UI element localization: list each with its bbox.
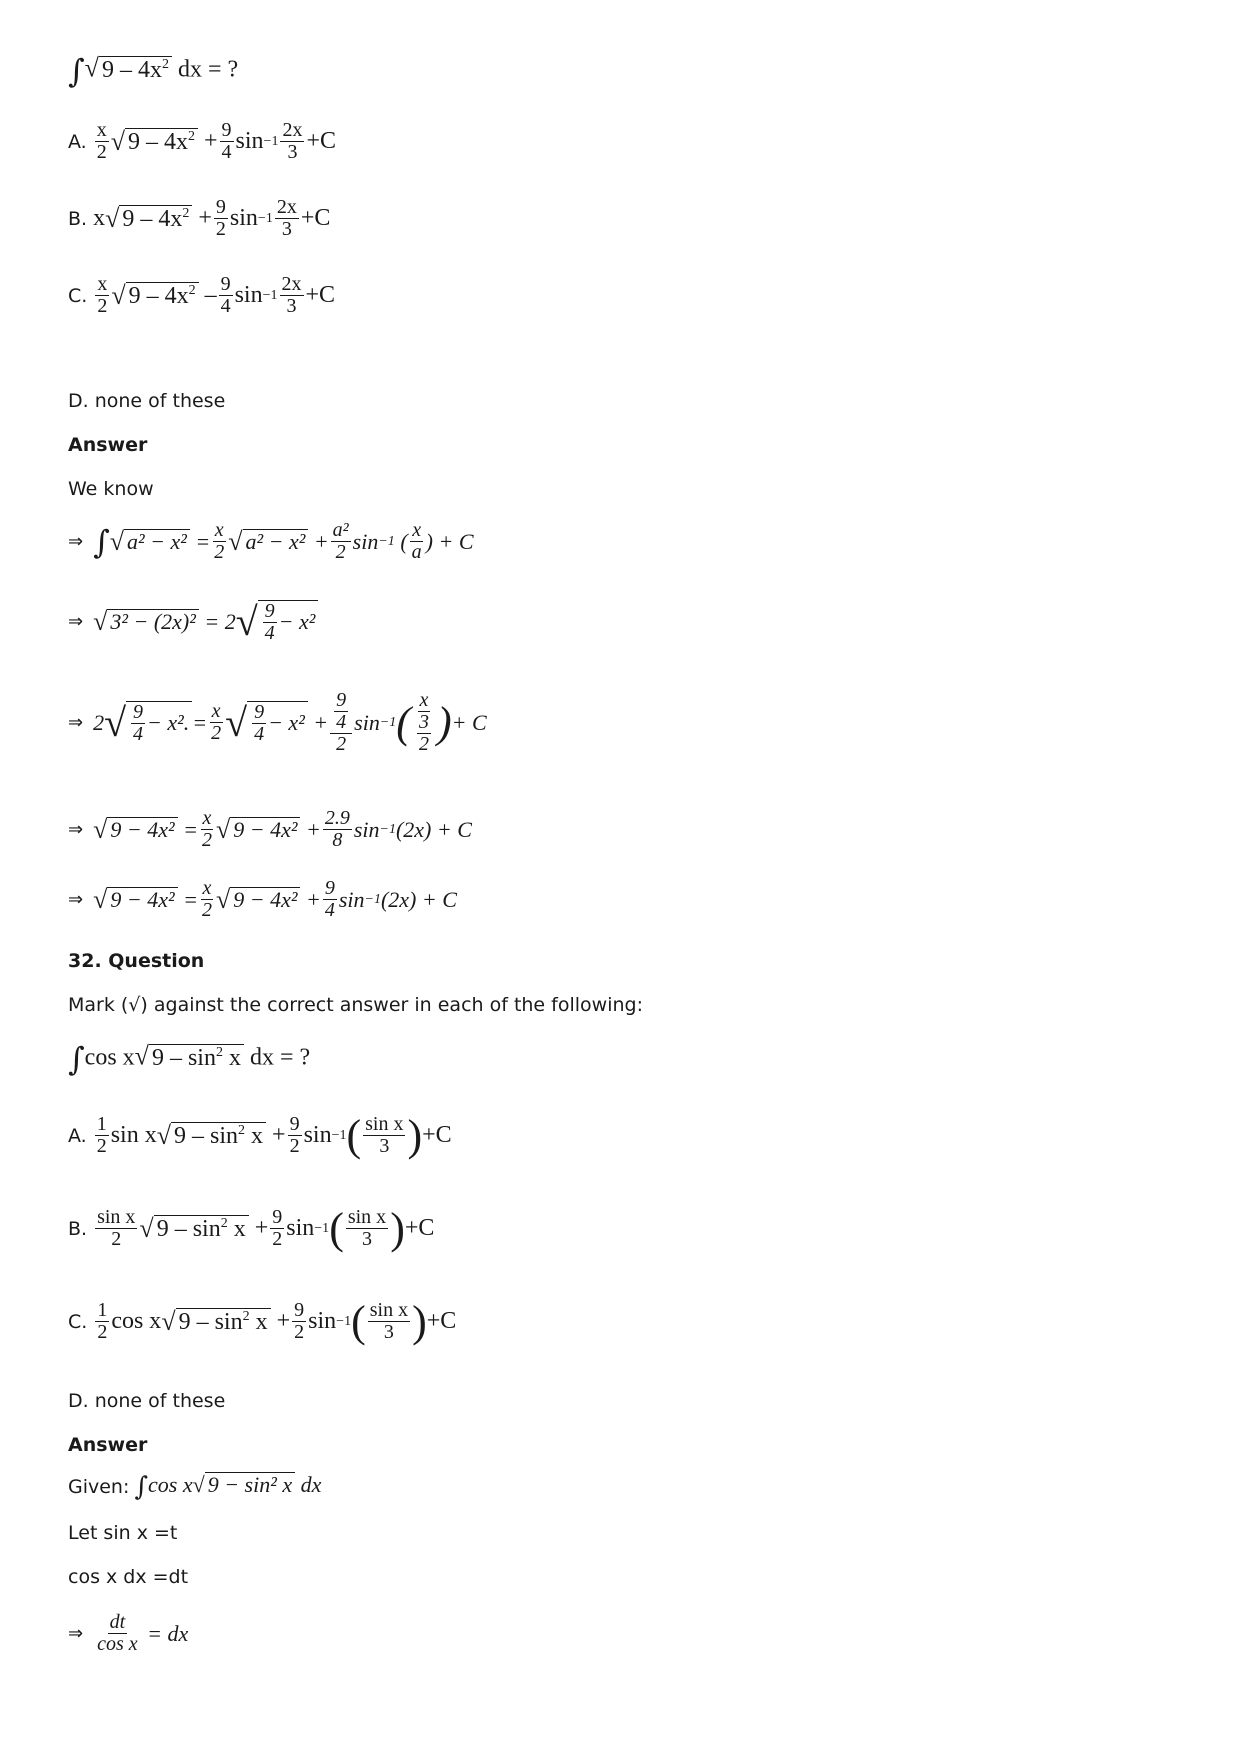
option-label: A. [68,130,87,153]
option-label: A. [68,1124,87,1147]
q31-option-c: C. $\frac{x}{2}$ √ $9 - 4x^2$ – $\frac{9}{4}$ sin −1 $\frac{2x}{3}$ +C [68,273,336,317]
q32-heading: 32. Question [68,950,205,972]
option-label: C. [68,1310,88,1333]
option-label: B. [68,207,88,230]
q32-option-a: A. $\frac{1}{2}$ sin x √ $9 - \sin^2 x$ + $\frac{9}{2}$ sin −1 ( $\frac{\text{sin x}}{3}$ ) +C [68,1111,452,1160]
q32-final-step: ⇒ $\frac{dt}{\text{cos x}}$ = dx [68,1611,189,1655]
q31-we-know: We know [68,478,154,500]
q32-option-d: D. none of these [68,1390,226,1412]
q32-given: Given: ∫cos x√ 9 − sin² x dx [68,1472,322,1502]
q31-step-5: ⇒ √ 9 − 4x² = $\frac{x}{2}$ √ 9 − 4x² + $\frac{9}{4}$ sin −1 (2x) + C [68,877,457,921]
q32-cos-line: cos x dx =dt [68,1566,189,1588]
option-label: C. [68,284,88,307]
q31-step-1: ⇒ ∫ √ a² − x² = $\frac{x}{2}$ √ a² − x² + $\frac{\text{a²}}{2}$ sin −1 ( $\frac{x}{a}$ ) + C [68,519,474,563]
given-label: Given: [68,1476,130,1498]
option-label: B. [68,1217,88,1240]
q31-step-3: ⇒ 2 √ $\frac{9}{4}$ − x². = $\frac{x}{2}$ √ $\frac{9}{4}$ − x² + $\frac{\frac{9}{4}}{2}$ sin −1 ( $\frac{x}{\frac{3}{2}}$ ) + C [68,689,487,755]
q31-question-expr: ∫√ $9 - 4x^2$ dx = ? [68,52,239,90]
q31-option-b: B. x √ $9 - 4x^2$ + $\frac{9}{2}$ sin −1 $\frac{2x}{3}$ +C [68,196,331,240]
q32-option-b: B. $\frac{\text{sin x}}{2}$ √ $9 - \sin^2 x$ + $\frac{9}{2}$ sin −1 ( $\frac{\text{sin x}}{3}$ ) +C [68,1204,435,1253]
q32-answer-heading: Answer [68,1434,148,1456]
q32-question-expr: ∫cos x√ $9 - \sin^2 x$ dx = ? [68,1040,311,1078]
q31-answer-heading: Answer [68,434,148,456]
q31-option-a: A. $\frac{x}{2}$ √ $9 - 4x^2$ + $\frac{9}{4}$ sin −1 $\frac{2x}{3}$ +C [68,119,336,163]
q31-option-d: D. none of these [68,390,226,412]
q31-step-2: ⇒ √ 3² − (2x)² = 2 √ $\frac{9}{4}$ − x² [68,598,318,645]
q32-let-line: Let sin x =t [68,1522,178,1544]
q31-step-4: ⇒ √ 9 − 4x² = $\frac{x}{2}$ √ 9 − 4x² + $\frac{2.9}{8}$ sin −1 (2x) + C [68,807,472,851]
q32-option-c: C. $\frac{1}{2}$ cos x √ $9 - \sin^2 x$ + $\frac{9}{2}$ sin −1 ( $\frac{\text{sin x}}{3}$ ) +C [68,1297,457,1346]
q32-instruction: Mark (√) against the correct answer in each of the following: [68,994,643,1016]
